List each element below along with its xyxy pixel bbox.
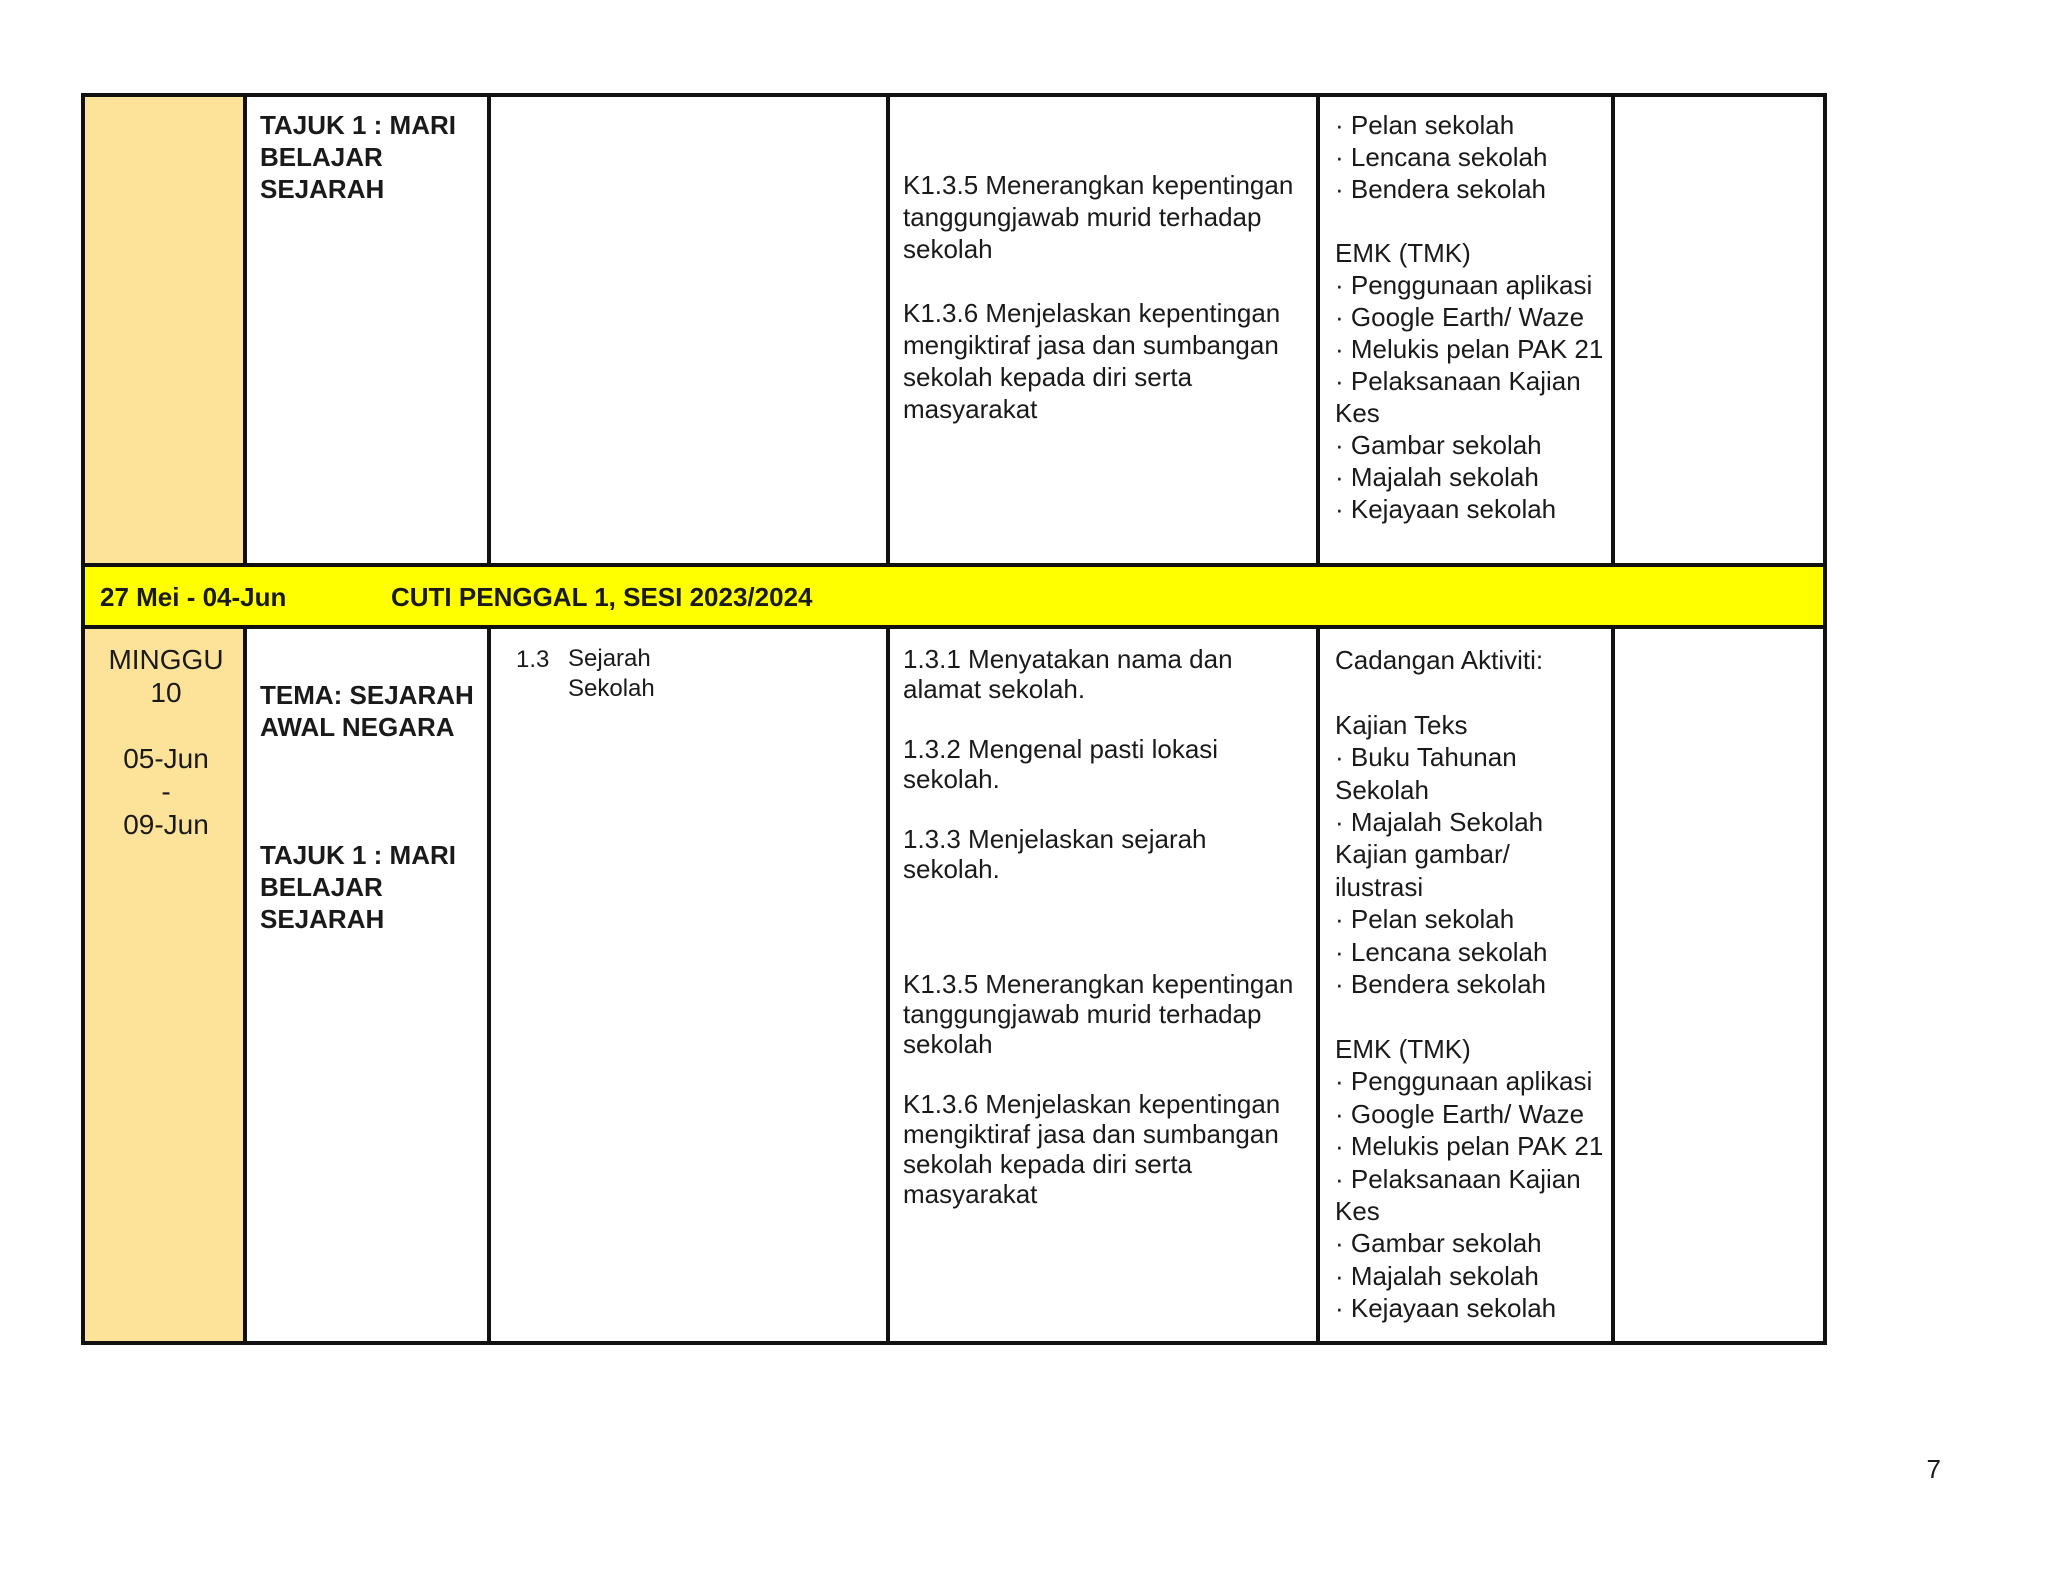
row2-content-standard-number: 1.3 bbox=[516, 646, 550, 673]
holiday-dates: 27 Mei - 04-Jun bbox=[100, 582, 287, 612]
page-number: 7 bbox=[1926, 1454, 1941, 1484]
row2-learning-standards-a: 1.3.1 Menyatakan nama dan alamat sekolah. 1.3.2 Mengenal pasti lokasi sekolah. 1.3.3 Menjelaskan sejarah sekolah. bbox=[903, 644, 1233, 884]
lesson-plan-table bbox=[81, 93, 1827, 1345]
row1-activities: · Pelan sekolah · Lencana sekolah · Bendera sekolah EMK (TMK) · Penggunaan aplikasi · Google Earth/ Waze · Melukis pelan PAK 21 · Pelaksanaan Kajian Kes · Gambar sekolah · Majalah sekolah · Kejayaan sekolah bbox=[1335, 110, 1604, 524]
row2-col-divider-2 bbox=[487, 627, 491, 1345]
row1-col-divider-2 bbox=[487, 97, 491, 565]
row2-col-divider-3 bbox=[886, 627, 890, 1345]
row2-col-divider-4 bbox=[1316, 627, 1320, 1345]
row2-learning-standards-b: K1.3.5 Menerangkan kepentingan tanggungjawab murid terhadap sekolah K1.3.6 Menjelaskan kepentingan mengiktiraf jasa dan sumbangan sekolah kepada diri serta masyarakat bbox=[903, 969, 1294, 1209]
row2-col-divider-1 bbox=[243, 627, 247, 1345]
row1-week-cell bbox=[85, 97, 247, 567]
row1-col-divider-1 bbox=[243, 97, 247, 565]
rule-below-holiday bbox=[85, 625, 1823, 629]
rule-above-holiday bbox=[85, 563, 1823, 567]
row2-theme: TEMA: SEJARAH AWAL NEGARA bbox=[260, 680, 474, 742]
row2-topic: TAJUK 1 : MARI BELAJAR SEJARAH bbox=[260, 840, 456, 934]
row2-week-label: MINGGU 10 05-Jun - 09-Jun bbox=[108, 644, 224, 840]
row2-activities: Cadangan Aktiviti: Kajian Teks · Buku Tahunan Sekolah · Majalah Sekolah Kajian gambar/ ilustrasi · Pelan sekolah · Lencana sekolah · Bendera sekolah EMK (TMK) · Penggunaan aplikasi · Google Earth/ Waze · Melukis pelan PAK 21 · Pelaksanaan Kajian Kes · Gambar sekolah · Majalah sekolah · Kejayaan sekolah bbox=[1335, 645, 1604, 1324]
row1-col-divider-5 bbox=[1611, 97, 1615, 565]
row2-content-standard: Sejarah Sekolah bbox=[568, 645, 655, 702]
row1-col-divider-3 bbox=[886, 97, 890, 565]
row1-learning-standards: K1.3.5 Menerangkan kepentingan tanggungjawab murid terhadap sekolah K1.3.6 Menjelaskan kepentingan mengiktiraf jasa dan sumbangan sekolah kepada diri serta masyarakat bbox=[903, 170, 1294, 424]
row1-topic: TAJUK 1 : MARI BELAJAR SEJARAH bbox=[260, 110, 456, 204]
holiday-title: CUTI PENGGAL 1, SESI 2023/2024 bbox=[391, 582, 813, 612]
row1-col-divider-4 bbox=[1316, 97, 1320, 565]
row2-col-divider-5 bbox=[1611, 627, 1615, 1345]
